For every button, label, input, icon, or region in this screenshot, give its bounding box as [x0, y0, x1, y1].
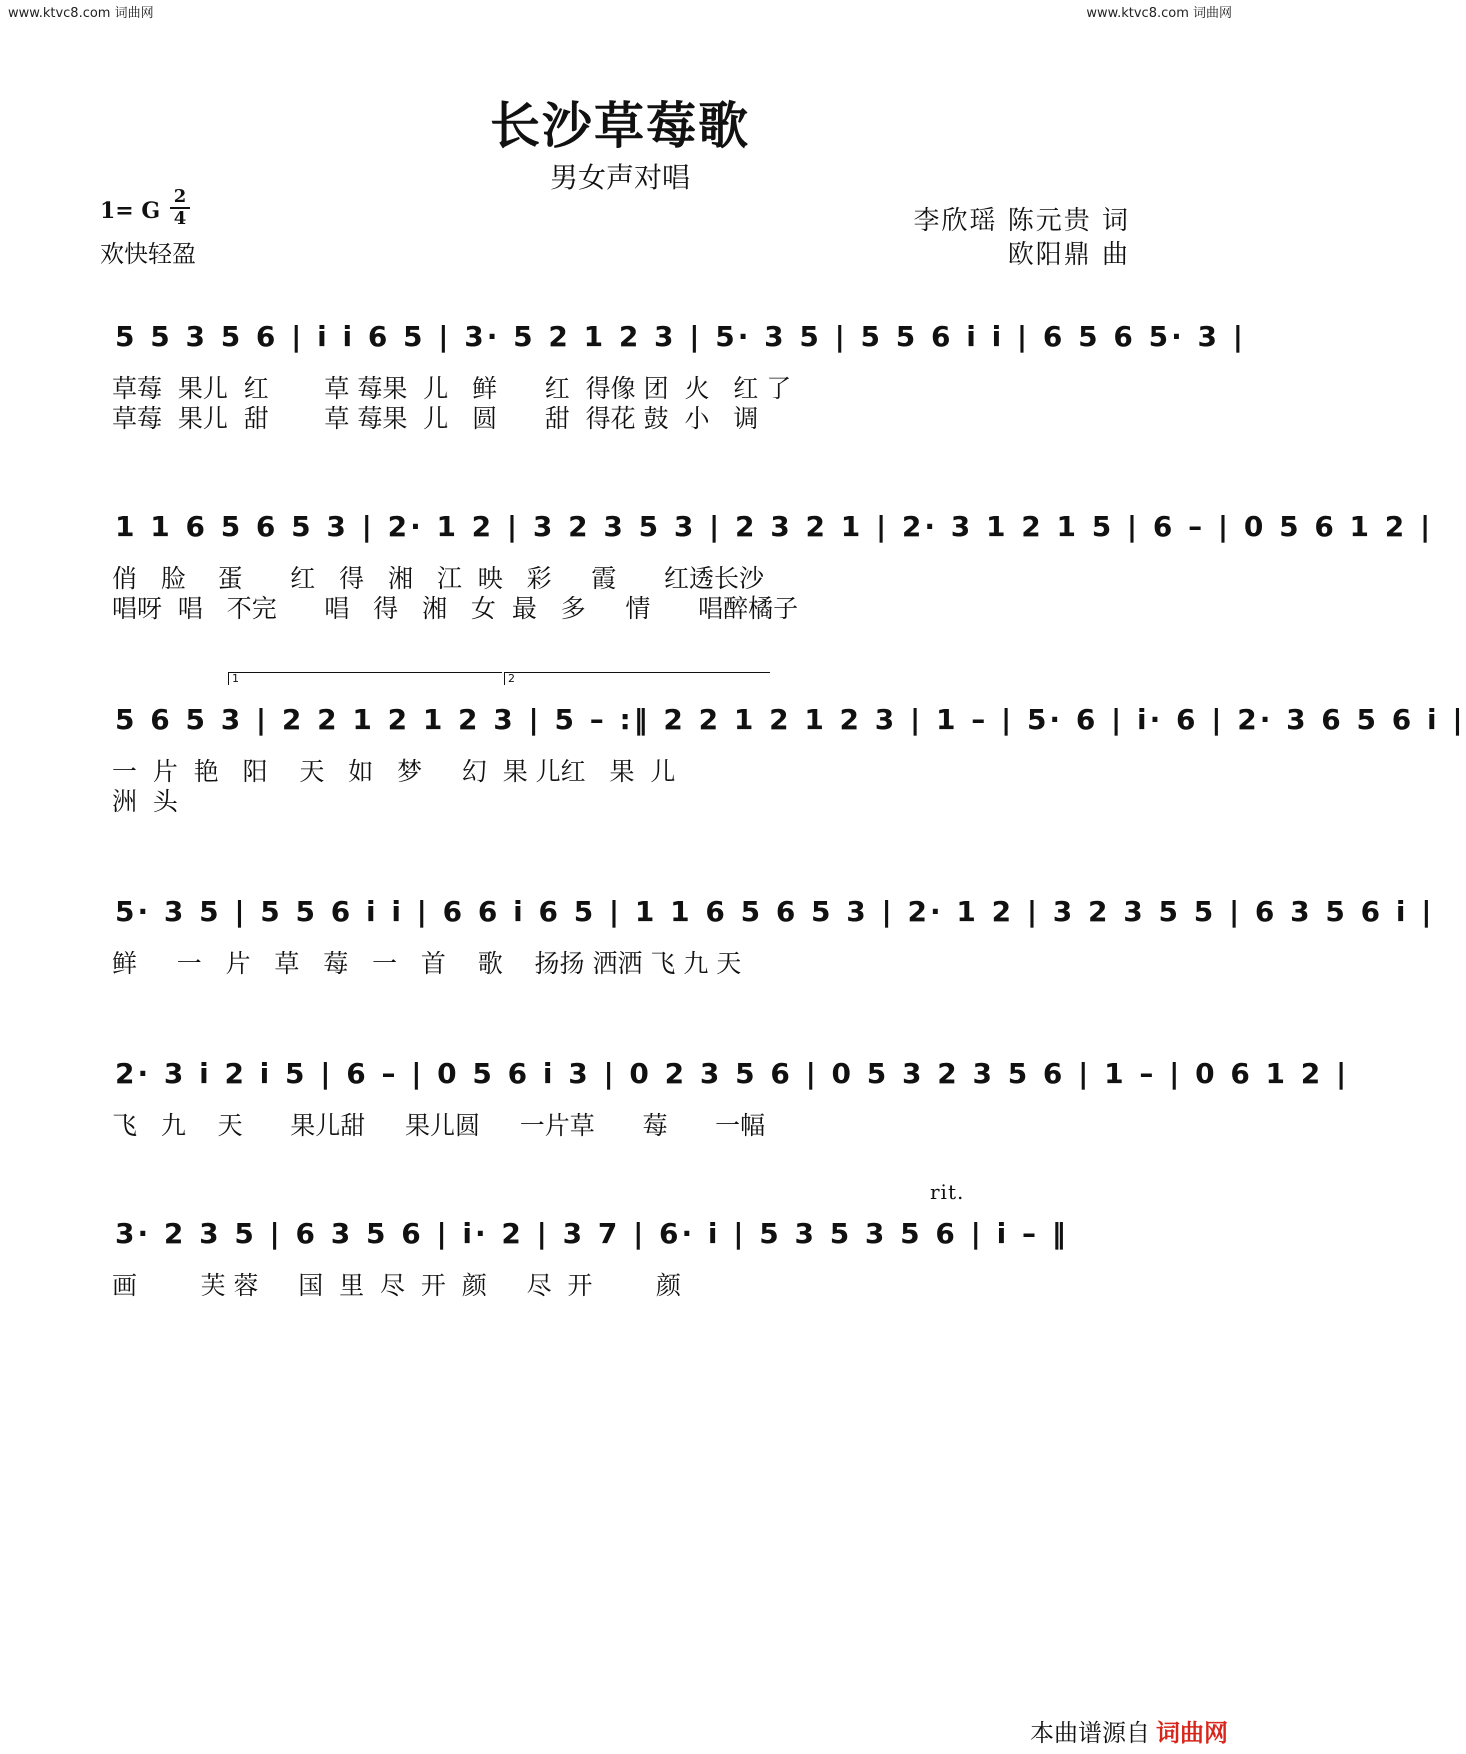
- volta-bracket-1: [228, 672, 502, 685]
- lyric-verse2-line-3: 洲 头: [112, 787, 178, 816]
- notation-line-3: 5 6 5 3 | 2 2 1 2 1 2 3 | 5 – :‖ 2 2 1 2 1 2 3 | 1 – | 5· 6 | i· 6 | 2· 3 6 5 6 i |: [115, 703, 1466, 736]
- site-watermark-right: www.ktvc8.com 词曲网: [1086, 6, 1232, 21]
- time-signature-bottom: 4: [173, 208, 187, 229]
- lyric-verse1-line-4: 鲜 一 片 草 莓 一 首 歌 扬扬 洒洒 飞 九 天: [112, 949, 742, 978]
- time-signature-top: 2: [173, 186, 187, 207]
- notation-line-2: 1 1 6 5 6 5 3 | 2· 1 2 | 3 2 3 5 3 | 2 3 2 1 | 2· 3 1 2 1 5 | 6 – | 0 5 6 1 2 |: [115, 510, 1434, 543]
- footer-source-label: 本曲谱源自: [1030, 1719, 1150, 1747]
- notation-line-1: 5 5 3 5 6 | i i 6 5 | 3· 5 2 1 2 3 | 5· 3 5 | 5 5 6 i i | 6 5 6 5· 3 |: [115, 320, 1246, 353]
- lyric-verse2-line-1: 草莓 果儿 甜 草 莓果 儿 圆 甜 得花 鼓 小 调: [112, 404, 759, 433]
- tempo-marking: 欢快轻盈: [100, 240, 196, 268]
- song-title: 长沙草莓歌: [490, 96, 750, 155]
- lyric-verse2-line-2: 唱呀 唱 不完 唱 得 湘 女 最 多 情 唱醉橘子: [112, 594, 799, 623]
- lyric-verse1-line-1: 草莓 果儿 红 草 莓果 儿 鲜 红 得像 团 火 红 了: [112, 374, 792, 403]
- notation-line-6: 3· 2 3 5 | 6 3 5 6 | i· 2 | 3 7 | 6· i | 5 3 5 3 5 6 | i – ‖: [115, 1217, 1069, 1250]
- volta-bracket-2: [504, 672, 770, 685]
- footer-brand-link[interactable]: 词曲网: [1156, 1719, 1228, 1747]
- lyric-verse1-line-3: 一 片 艳 阳 天 如 梦 幻 果 儿红 果 儿: [112, 757, 676, 786]
- notation-line-5: 2· 3 i 2 i 5 | 6 – | 0 5 6 i 3 | 0 2 3 5 6 | 0 5 3 2 3 5 6 | 1 – | 0 6 1 2 |: [115, 1057, 1350, 1090]
- lyric-verse1-line-5: 飞 九 天 果儿甜 果儿圆 一片草 莓 一幅: [112, 1111, 766, 1140]
- time-signature: [170, 188, 190, 228]
- ritardando-marking: rit.: [930, 1180, 965, 1204]
- site-watermark-left: www.ktvc8.com 词曲网: [8, 6, 154, 21]
- volta-label-2: 2: [508, 672, 515, 685]
- composer-credit: 欧阳鼎 曲: [1007, 240, 1130, 270]
- lyricist-credit: 李欣瑶 陈元贵 词: [913, 206, 1130, 236]
- key-signature: 1= G: [100, 198, 161, 224]
- notation-line-4: 5· 3 5 | 5 5 6 i i | 6 6 i 6 5 | 1 1 6 5 6 5 3 | 2· 1 2 | 3 2 3 5 5 | 6 3 5 6 i |: [115, 895, 1435, 928]
- volta-label-1: 1: [232, 672, 239, 685]
- lyric-verse1-line-6: 画 芙 蓉 国 里 尽 开 颜 尽 开 颜: [112, 1271, 682, 1300]
- lyric-verse1-line-2: 俏 脸 蛋 红 得 湘 江 映 彩 霞 红透长沙: [112, 564, 764, 593]
- footer-source: [1030, 1713, 1228, 1748]
- song-subtitle: 男女声对唱: [549, 161, 690, 194]
